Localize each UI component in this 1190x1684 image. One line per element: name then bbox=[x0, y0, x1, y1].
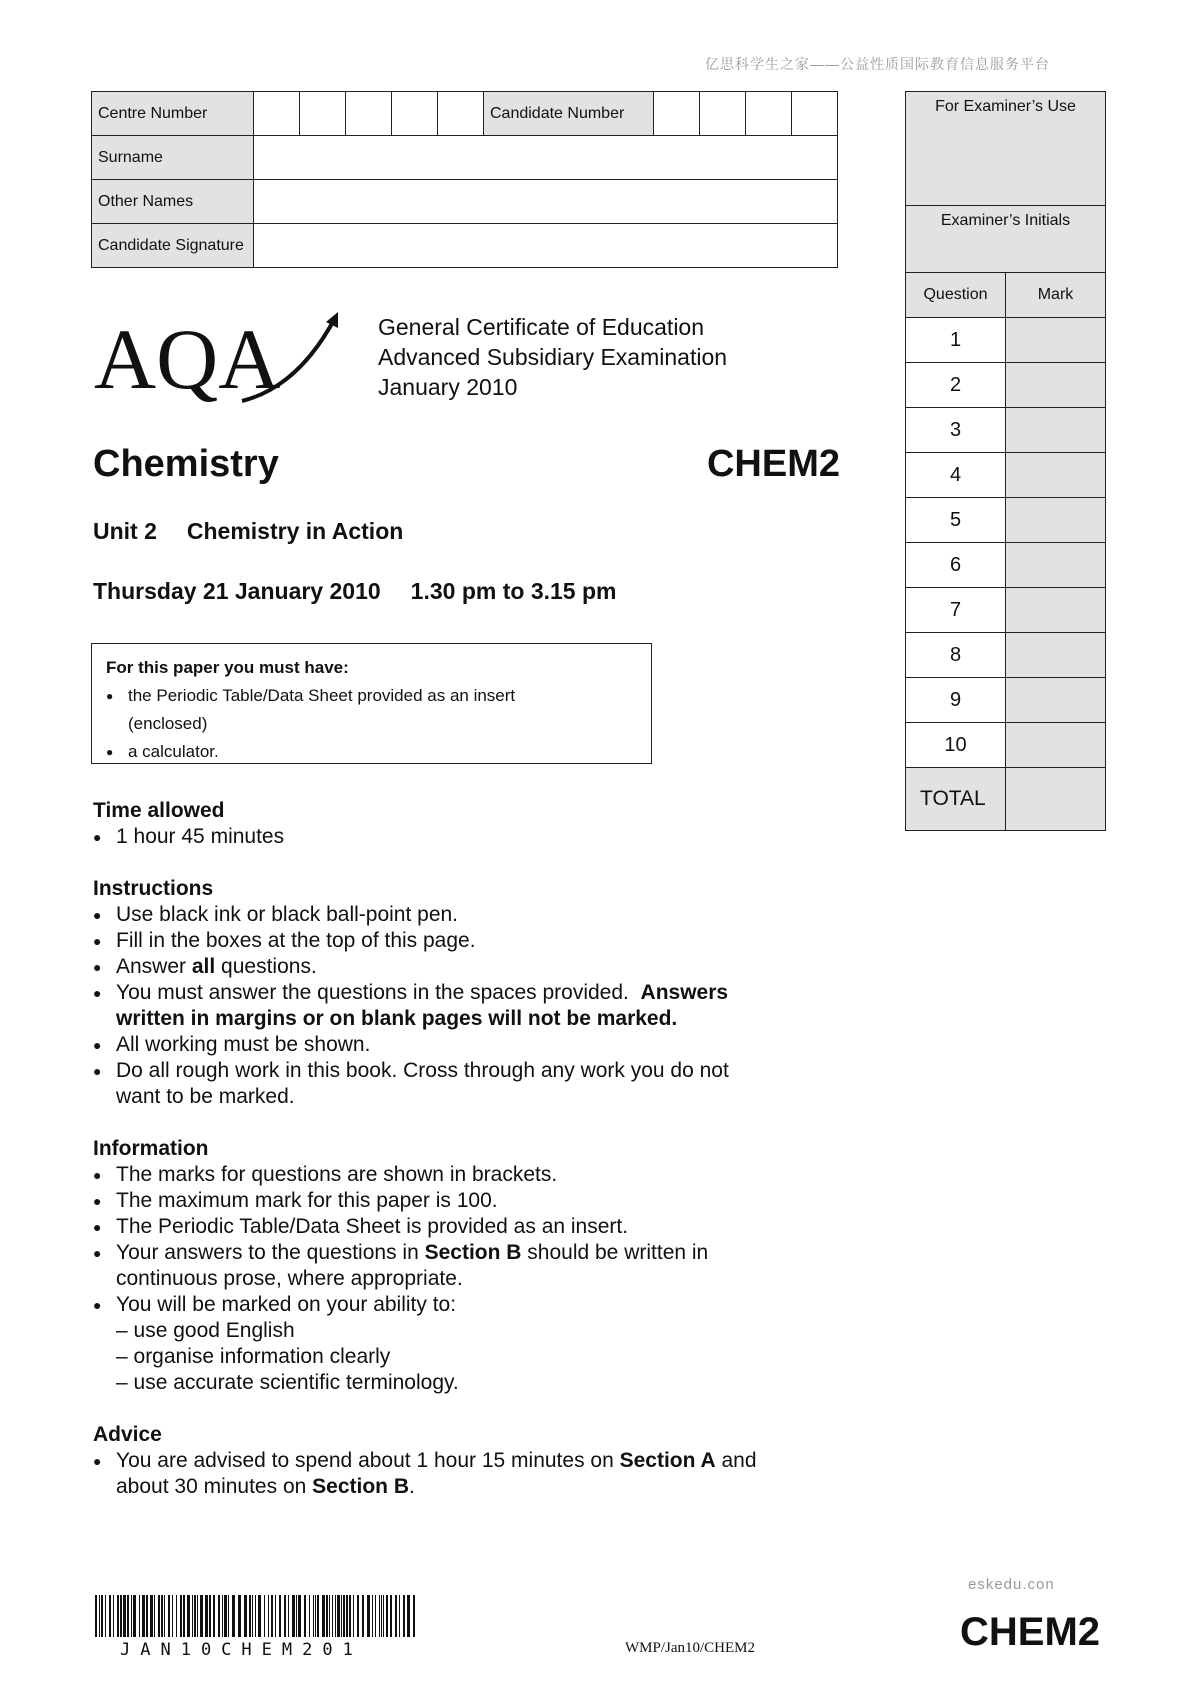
instruction-item: ● All working must be shown. bbox=[93, 1032, 853, 1058]
barcode-bar bbox=[232, 1595, 235, 1637]
information-item: ● The maximum mark for this paper is 100. bbox=[93, 1188, 853, 1214]
barcode-bar bbox=[413, 1595, 415, 1637]
barcode-bar bbox=[335, 1595, 336, 1637]
barcode-bar bbox=[296, 1595, 297, 1637]
mark-cell[interactable] bbox=[1006, 318, 1106, 363]
instruction-cont: written in margins or on blank pages will not be marked. bbox=[116, 1007, 678, 1030]
barcode-bar bbox=[255, 1595, 256, 1637]
other-names-label: Other Names bbox=[92, 180, 254, 224]
centre-number-box[interactable] bbox=[438, 92, 484, 136]
barcode-bar bbox=[386, 1595, 388, 1637]
barcode-bar bbox=[362, 1595, 364, 1637]
barcode-bar bbox=[317, 1595, 319, 1637]
qualification-block bbox=[378, 312, 727, 402]
information-sub-item: – use accurate scientific terminology. bbox=[116, 1371, 459, 1394]
instruction-item: ● Fill in the boxes at the top of this page. bbox=[93, 928, 853, 954]
barcode-bar bbox=[127, 1595, 129, 1637]
barcode-bar bbox=[349, 1595, 351, 1637]
barcode-bar bbox=[113, 1595, 114, 1637]
must-have-box bbox=[91, 643, 652, 764]
information-item: ● The Periodic Table/Data Sheet is provided as an insert. bbox=[93, 1214, 853, 1240]
time-allowed-item: ● 1 hour 45 minutes bbox=[93, 824, 853, 850]
must-have-item: ● the Periodic Table/Data Sheet provided as an insert bbox=[106, 682, 637, 710]
mark-cell[interactable] bbox=[1006, 633, 1106, 678]
signature-label: Candidate Signature bbox=[92, 224, 254, 268]
centre-number-box[interactable] bbox=[346, 92, 392, 136]
barcode-bar bbox=[109, 1595, 111, 1637]
question-number: 5 bbox=[906, 498, 1006, 543]
barcode-bar bbox=[304, 1595, 306, 1637]
barcode-text: JAN10CHEM201 bbox=[120, 1640, 363, 1660]
barcode-bar bbox=[154, 1595, 155, 1637]
question-number: 10 bbox=[906, 723, 1006, 768]
information-text: should be written in bbox=[521, 1241, 709, 1264]
barcode-bar bbox=[192, 1595, 193, 1637]
barcode-bar bbox=[139, 1595, 140, 1637]
instruction-text: Answer bbox=[116, 955, 192, 978]
exam-date-line bbox=[93, 578, 616, 605]
barcode-bar bbox=[313, 1595, 314, 1637]
centre-number-box[interactable] bbox=[300, 92, 346, 136]
surname-label: Surname bbox=[92, 136, 254, 180]
examiner-table bbox=[905, 91, 1106, 831]
must-have-item-cont: (enclosed) bbox=[128, 714, 208, 733]
barcode-bar bbox=[322, 1595, 325, 1637]
barcode-bar bbox=[123, 1595, 126, 1637]
mark-column-header: Mark bbox=[1006, 273, 1106, 318]
barcode-bar bbox=[194, 1595, 196, 1637]
information-item: ● The marks for questions are shown in brackets. bbox=[93, 1162, 853, 1188]
instruction-bold: Answers bbox=[640, 981, 729, 1004]
information-sub-item: – organise information clearly bbox=[116, 1345, 391, 1368]
information-item bbox=[93, 1240, 853, 1266]
barcode-bar bbox=[353, 1595, 354, 1637]
barcode-bar bbox=[252, 1595, 253, 1637]
candidate-number-box[interactable] bbox=[700, 92, 746, 136]
barcode-bar bbox=[105, 1595, 106, 1637]
must-have-heading: For this paper you must have: bbox=[106, 658, 349, 677]
barcode-bar bbox=[395, 1595, 397, 1637]
mark-cell[interactable] bbox=[1006, 723, 1106, 768]
barcode-bar bbox=[187, 1595, 190, 1637]
instruction-text: questions. bbox=[215, 955, 317, 978]
barcode-bar bbox=[372, 1595, 373, 1637]
barcode-bar bbox=[332, 1595, 333, 1637]
instruction-text: You must answer the questions in the spaces provided. bbox=[116, 981, 629, 1004]
must-have-item: ● a calculator. bbox=[106, 738, 637, 766]
time-allowed-section bbox=[93, 798, 853, 850]
mark-cell[interactable] bbox=[1006, 498, 1106, 543]
instruction-item bbox=[93, 980, 853, 1006]
top-watermark: 亿思科学生之家——公益性质国际教育信息服务平台 bbox=[705, 56, 1050, 72]
mark-cell[interactable] bbox=[1006, 363, 1106, 408]
instructions-heading: Instructions bbox=[93, 877, 214, 900]
barcode-bar bbox=[218, 1595, 220, 1637]
information-heading: Information bbox=[93, 1137, 209, 1160]
total-label: TOTAL bbox=[906, 768, 1006, 831]
advice-bold: Section B bbox=[312, 1475, 409, 1498]
barcode-bar bbox=[200, 1595, 203, 1637]
barcode-bar bbox=[101, 1595, 103, 1637]
barcode-bar bbox=[271, 1595, 273, 1637]
barcode-bar bbox=[209, 1595, 211, 1637]
question-column-header: Question bbox=[906, 273, 1006, 318]
information-sub-item: – use good English bbox=[116, 1319, 295, 1342]
instruction-item bbox=[93, 954, 853, 980]
barcode-bar bbox=[164, 1595, 165, 1637]
centre-number-box[interactable] bbox=[392, 92, 438, 136]
qualification-line: General Certificate of Education bbox=[378, 314, 705, 340]
information-cont: continuous prose, where appropriate. bbox=[116, 1267, 463, 1290]
barcode-bar bbox=[95, 1595, 97, 1637]
mark-cell[interactable] bbox=[1006, 678, 1106, 723]
barcode-bar bbox=[309, 1595, 310, 1637]
barcode-bar bbox=[205, 1595, 208, 1637]
exam-date: Thursday 21 January 2010 bbox=[93, 578, 381, 604]
barcode-bar bbox=[279, 1595, 281, 1637]
advice-cont bbox=[93, 1474, 853, 1500]
mark-cell[interactable] bbox=[1006, 453, 1106, 498]
question-number: 2 bbox=[906, 363, 1006, 408]
aqa-logo bbox=[92, 306, 342, 406]
subject-title: Chemistry bbox=[93, 443, 279, 485]
barcode-bar bbox=[238, 1595, 241, 1637]
advice-text: about 30 minutes on bbox=[116, 1475, 313, 1498]
barcode-bar bbox=[172, 1595, 173, 1637]
unit-title: Chemistry in Action bbox=[186, 518, 404, 544]
signature-field[interactable] bbox=[254, 224, 838, 268]
barcode-bar bbox=[244, 1595, 247, 1637]
barcode-bar bbox=[407, 1595, 410, 1637]
barcode-bar bbox=[158, 1595, 160, 1637]
barcode-bar bbox=[150, 1595, 153, 1637]
candidate-number-box[interactable] bbox=[654, 92, 700, 136]
site-watermark: eskedu.con bbox=[968, 1576, 1055, 1593]
barcode-bar bbox=[326, 1595, 328, 1637]
surname-field[interactable] bbox=[254, 136, 838, 180]
barcode-bar bbox=[381, 1595, 382, 1637]
paper-code: CHEM2 bbox=[706, 443, 840, 485]
instruction-item: ● Use black ink or black ball-point pen. bbox=[93, 902, 853, 928]
barcode-bar bbox=[399, 1595, 400, 1637]
barcode-bar bbox=[213, 1595, 215, 1637]
barcode-bar bbox=[117, 1595, 119, 1637]
footer-paper-code: CHEM2 bbox=[960, 1610, 1101, 1654]
advice-item bbox=[93, 1448, 853, 1474]
advice-section bbox=[93, 1422, 853, 1500]
paper-reference: WMP/Jan10/CHEM2 bbox=[625, 1640, 756, 1656]
instruction-cont: want to be marked. bbox=[116, 1085, 295, 1108]
barcode-bar bbox=[375, 1595, 376, 1637]
barcode-bar bbox=[292, 1595, 295, 1637]
examiner-use-label: For Examiner’s Use bbox=[906, 92, 1106, 206]
barcode-bar bbox=[383, 1595, 384, 1637]
instruction-bold: all bbox=[191, 955, 216, 978]
advice-heading: Advice bbox=[93, 1423, 162, 1446]
barcode-bar bbox=[337, 1595, 340, 1637]
barcode-bar bbox=[284, 1595, 286, 1637]
advice-text: . bbox=[409, 1475, 415, 1498]
barcode-bar bbox=[131, 1595, 132, 1637]
candidate-number-label: Candidate Number bbox=[484, 92, 654, 136]
total-mark-cell[interactable] bbox=[1006, 768, 1106, 831]
candidate-details-table bbox=[91, 91, 838, 268]
question-number: 9 bbox=[906, 678, 1006, 723]
barcode-bar bbox=[176, 1595, 177, 1637]
barcode-bar bbox=[183, 1595, 185, 1637]
barcode-bar bbox=[341, 1595, 342, 1637]
mark-cell[interactable] bbox=[1006, 543, 1106, 588]
barcode-bar bbox=[142, 1595, 145, 1637]
candidate-number-box[interactable] bbox=[792, 92, 838, 136]
barcode bbox=[95, 1595, 420, 1637]
question-number: 1 bbox=[906, 318, 1006, 363]
information-text: Your answers to the questions in bbox=[116, 1241, 425, 1264]
question-number: 7 bbox=[906, 588, 1006, 633]
barcode-bar bbox=[197, 1595, 198, 1637]
barcode-bar bbox=[346, 1595, 348, 1637]
mark-cell[interactable] bbox=[1006, 408, 1106, 453]
centre-number-label: Centre Number bbox=[92, 92, 254, 136]
information-bold: Section B bbox=[424, 1241, 522, 1264]
barcode-bar bbox=[329, 1595, 330, 1637]
barcode-bar bbox=[228, 1595, 229, 1637]
exam-time: 1.30 pm to 3.15 pm bbox=[410, 578, 617, 604]
advice-text: and bbox=[715, 1449, 757, 1472]
barcode-bar bbox=[99, 1595, 100, 1637]
barcode-bar bbox=[222, 1595, 223, 1637]
mark-cell[interactable] bbox=[1006, 588, 1106, 633]
barcode-bar bbox=[288, 1595, 289, 1637]
unit-line bbox=[93, 518, 403, 545]
barcode-bar bbox=[367, 1595, 370, 1637]
barcode-bar bbox=[249, 1595, 251, 1637]
question-number: 3 bbox=[906, 408, 1006, 453]
barcode-bar bbox=[403, 1595, 405, 1637]
centre-number-box[interactable] bbox=[254, 92, 300, 136]
barcode-bar bbox=[120, 1595, 122, 1637]
barcode-bar bbox=[268, 1595, 269, 1637]
barcode-bar bbox=[343, 1595, 345, 1637]
advice-bold: Section A bbox=[619, 1449, 716, 1472]
barcode-bar bbox=[298, 1595, 301, 1637]
instructions-section bbox=[93, 876, 853, 1110]
question-number: 8 bbox=[906, 633, 1006, 678]
barcode-bar bbox=[357, 1595, 359, 1637]
barcode-bar bbox=[146, 1595, 148, 1637]
barcode-bar bbox=[264, 1595, 265, 1637]
question-number: 6 bbox=[906, 543, 1006, 588]
time-allowed-heading: Time allowed bbox=[93, 799, 225, 822]
advice-text: You are advised to spend about 1 hour 15 minutes on bbox=[116, 1449, 620, 1472]
aqa-logo-text: AQA bbox=[94, 311, 281, 406]
barcode-bar bbox=[224, 1595, 227, 1637]
barcode-bar bbox=[258, 1595, 261, 1637]
barcode-bar bbox=[161, 1595, 163, 1637]
qualification-line: Advanced Subsidiary Examination bbox=[378, 344, 728, 370]
other-names-field[interactable] bbox=[254, 180, 838, 224]
candidate-number-box[interactable] bbox=[746, 92, 792, 136]
barcode-bar bbox=[180, 1595, 182, 1637]
barcode-bar bbox=[168, 1595, 170, 1637]
barcode-bar bbox=[133, 1595, 136, 1637]
barcode-bar bbox=[275, 1595, 276, 1637]
unit-number: Unit 2 bbox=[93, 518, 157, 544]
instruction-item: ● Do all rough work in this book. Cross through any work you do not bbox=[93, 1058, 853, 1084]
information-item: ● You will be marked on your ability to: bbox=[93, 1292, 853, 1318]
barcode-bar bbox=[315, 1595, 316, 1637]
barcode-bar bbox=[379, 1595, 380, 1637]
question-number: 4 bbox=[906, 453, 1006, 498]
barcode-bar bbox=[390, 1595, 392, 1637]
information-section bbox=[93, 1136, 853, 1396]
examiner-initials-label: Examiner’s Initials bbox=[906, 206, 1106, 273]
qualification-line: January 2010 bbox=[378, 374, 518, 400]
